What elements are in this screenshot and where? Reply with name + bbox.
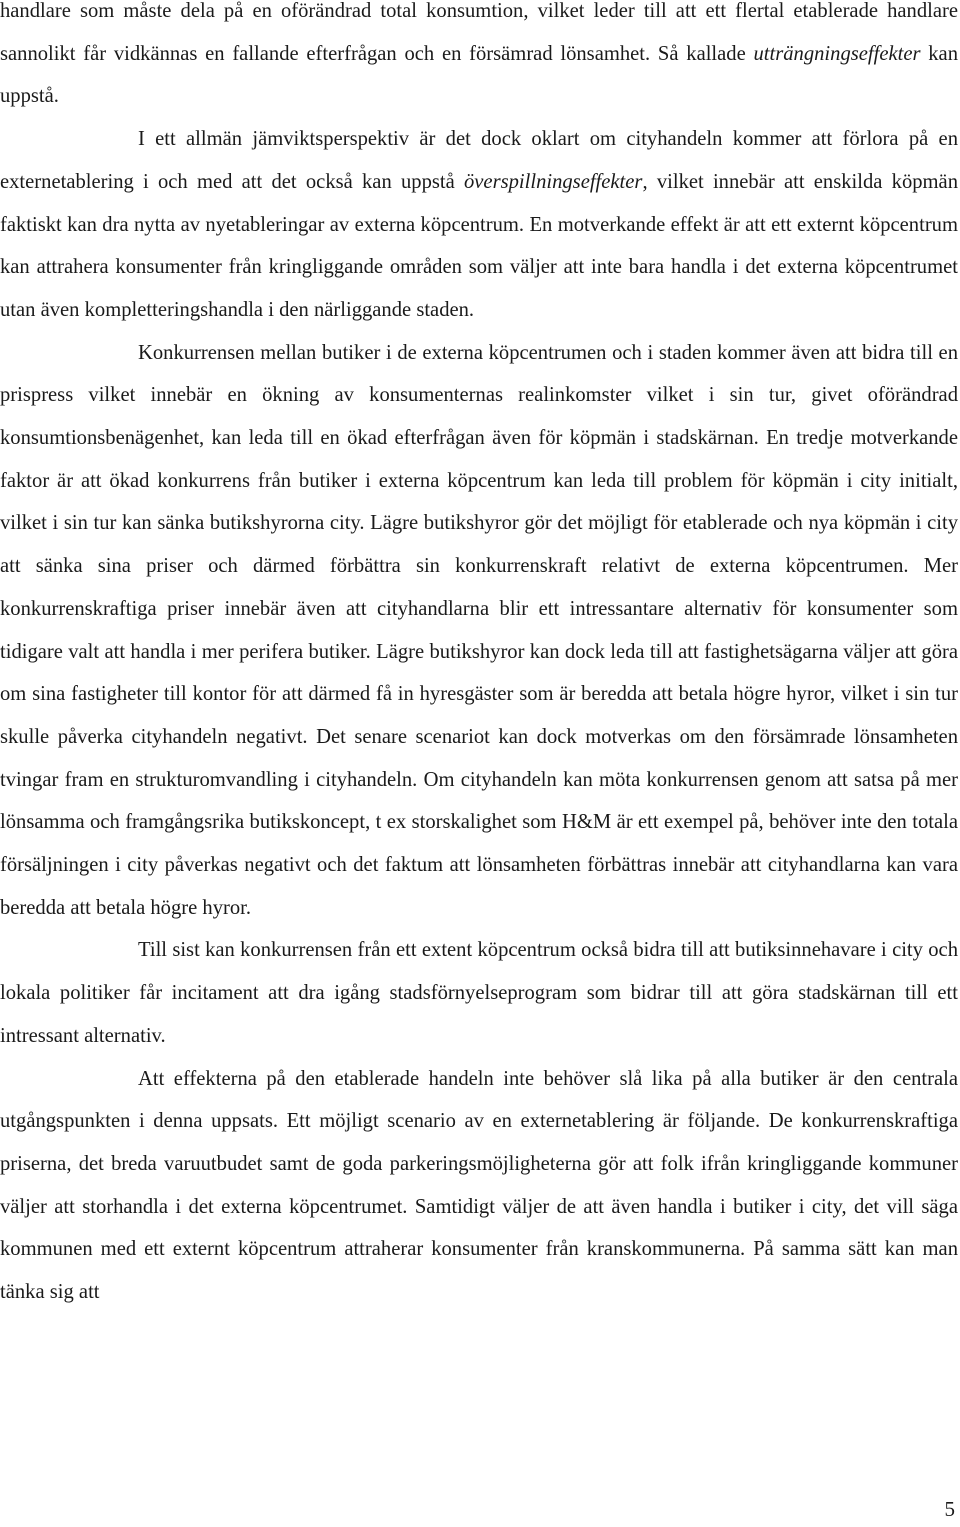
text-run: handlare som måste dela på en oförändrad total konsumtion, vilket leder till att ett flertal etablerade handlare sannolikt får vidkännas en fallande efterfrågan och en försämrad lönsamhet. Så kallade <box>0 0 958 65</box>
paragraph-effekterna <box>0 1058 958 1314</box>
text-run: kan uppstå. <box>0 42 958 108</box>
paragraph-continued <box>0 0 958 118</box>
text-run: Till sist kan konkurrensen från ett extent köpcentrum också bidra till att butiksinnehavare i city och lokala politiker får incitament att dra igång stadsförnyelseprogram som bidrar till att göra stadskärnan till ett intressant alternativ. <box>0 939 958 1047</box>
text-run: Att effekterna på den etablerade handeln inte behöver slå lika på alla butiker är den centrala utgångspunkten i denna uppsats. Ett möjligt scenario av en externetablering är följande. De konkurrenskraftiga priserna, det breda varuutbudet samt de goda parkeringsmöjligheterna gör att folk ifrån kringliggande kommuner väljer att storhandla i det externa köpcentrumet. Samtidigt väljer de att även handla i butiker i city, det vill säga kommunen med ett externt köpcentrum attraherar konsumenter från kranskommunerna. På samma sätt kan man tänka sig att <box>0 1067 958 1304</box>
text-run: I ett allmän jämviktsperspektiv är det dock oklart om cityhandeln kommer att förlora på en externetablering i och med att det också kan uppstå <box>0 128 958 193</box>
text-run: Konkurrensen mellan butiker i de externa köpcentrumen och i staden kommer även att bidra till en prispress vilket innebär en ökning av konsumenternas realinkomster vilket i sin tur, givet oförändrad konsumtionsbenägenhet, kan leda till en ökad efterfrågan även för köpmän i stadskärnan. En tredje motverkande faktor är att ökad konkurrens från butiker i externa köpcentrum kan leda till problem för köpmän i city initialt, vilket i sin tur kan sänka butikshyrorna city. Lägre butikshyror gör det möjligt för etablerade och nya köpmän i city att sänka sina priser och därmed förbättra sin konkurrenskraft relativt de externa köpcentrumen. Mer konkurrenskraftiga priser innebär även att cityhandlarna blir ett intressantare alternativ för konsumenter som tidigare valt att handla i mer perifera butiker. Lägre butikshyror kan dock leda till att fastighetsägarna väljer att göra om sina fastigheter till kontor för att därmed få in hyresgäster som är beredda att betala högre hyror, vilket i sin tur skulle påverka cityhandeln negativt. Det senare scenariot kan dock motverkas om den försämrade lönsamheten tvingar fram en strukturomvandling i cityhandeln. Om cityhandeln kan möta konkurrensen genom att satsa på mer lönsamma och framgångsrika butikskoncept, t ex storskalighet som H&M är ett exempel på, behöver inte den totala försäljningen i city påverkas negativt och det faktum att lönsamheten förbättras innebär att cityhandlarna kan vara beredda att betala högre hyror. <box>0 341 958 919</box>
paragraph-jamviktsperspektiv <box>0 118 958 332</box>
paragraph-till-sist <box>0 929 958 1057</box>
italic-term: utträngningseffekter <box>753 42 921 65</box>
page-number: 5 <box>944 1497 955 1521</box>
paragraph-konkurrensen <box>0 332 958 930</box>
italic-term: överspillningseffekter <box>464 170 643 193</box>
text-run: , vilket innebär att enskilda köpmän faktiskt kan dra nytta av nyetableringar av externa köpcentrum. En motverkande effekt är att ett externt köpcentrum kan attrahera konsumenter från kringliggande områden som väljer att inte bara handla i det externa köpcentrumet utan även kompletteringshandla i den närliggande staden. <box>0 170 958 321</box>
